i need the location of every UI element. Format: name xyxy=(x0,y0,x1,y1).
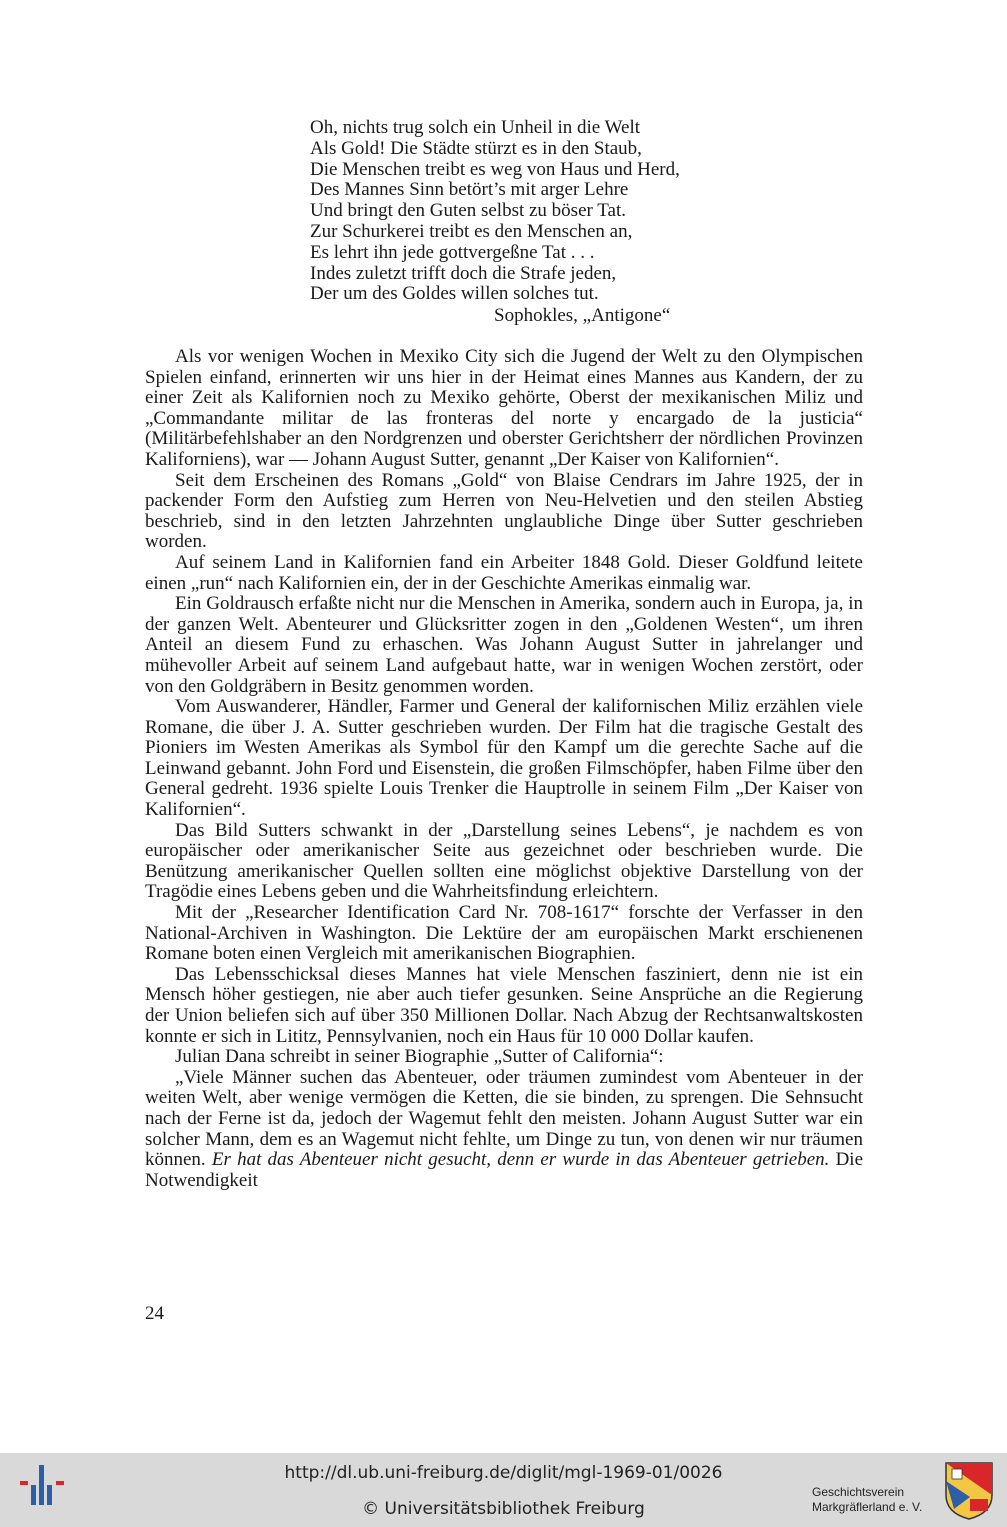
footer-bar xyxy=(0,1453,1007,1527)
paragraph: Julian Dana schreibt in seiner Biographie „Sutter of California“: xyxy=(175,1046,664,1068)
poem-line: Und bringt den Guten selbst zu böser Tat. xyxy=(310,200,626,222)
copyright-text: © Universitätsbibliothek Freiburg xyxy=(362,1499,645,1519)
poem-line: Indes zuletzt trifft doch die Strafe jeden, xyxy=(310,262,617,284)
document-url[interactable]: http://dl.ub.uni-freiburg.de/diglit/mgl-1969-01/0026 xyxy=(284,1463,723,1483)
org-line: Markgräflerland e. V. xyxy=(812,1500,923,1514)
poem-line: Des Mannes Sinn betört’s mit arger Lehre xyxy=(310,179,629,201)
body-text xyxy=(145,347,863,1191)
organization-name xyxy=(812,1485,922,1515)
paragraph: Ein Goldrausch erfaßte nicht nur die Menschen in Amerika, sondern auch in Europa, ja, in der ganzen Welt. Abenteurer und Glücksritter zogen in den „Goldenen Westen“, um ihren Anteil an diesem Fund zu erhaschen. Was Johann August Sutter in jahrelanger und mühevoller Arbeit auf seinem Land aufgebaut hatte, war in wenigen Wochen zerstört, oder von den Goldgräbern in Besitz genommen worden. xyxy=(145,593,863,697)
paragraph: Das Lebensschicksal dieses Mannes hat viele Menschen fasziniert, denn nie ist ein Mensch höher gestiegen, nie aber auch tiefer gesunken. Seine Ansprüche an die Regierung der Union beliefen sich auf über 350 Millionen Dollar. Nach Abzug der Rechtsanwaltskosten konnte er sich in Lititz, Pennsylvanien, noch ein Haus für 10 000 Dollar kaufen. xyxy=(145,963,863,1047)
paragraph: Als vor wenigen Wochen in Mexiko City sich die Jugend der Welt zu den Olympischen Spielen einfand, erinnerten wir uns hier in der Heimat eines Mannes aus Kandern, der zu einer Zeit als Kalifornien noch zu Mexiko gehörte, Oberst der mexikanischen Miliz und „Commandante militar de las fronteras del norte y encargado de la justicia“ (Militärbefehlshaber an den Nordgrenzen und oberster Gerichtsherr der nördlichen Provinzen Kaliforniens), war — Johann August Sutter, genannt „Der Kaiser von Kalifornien“. xyxy=(145,346,863,470)
poem-line: Als Gold! Die Städte stürzt es in den Staub, xyxy=(310,137,642,159)
paragraph-text: „Viele Männer suchen das Abenteuer, oder träumen zumindest vom Abenteuer in der weiten Welt, aber wenige vermögen die Ketten, die sie binden, zu sprengen. Die Sehnsucht nach der Ferne ist da, jedoch der Wagemut fehlt den meisten. Johann August Sutter war ein solcher Mann, dem es an Wagemut nicht fehlte, um Dinge zu tun, von denen wir nur träumen können. xyxy=(145,1066,863,1171)
paragraph: Vom Auswanderer, Händler, Farmer und General der kalifornischen Miliz erzählen viele Romane, die über J. A. Sutter geschrieben wurden. Der Film hat die tragische Gestalt des Pioniers im Westen Amerikas als Symbol für den Kampf um die gerechte Sache auf die Leinwand gebannt. John Ford und Eisenstein, die großen Filmschöpfer, haben Filme über den General gedreht. 1936 spielte Louis Trenker die Hauptrolle in seinem Film „Der Kaiser von Kalifornien“. xyxy=(145,696,863,821)
poem-attribution: Sophokles, „Antigone“ xyxy=(494,305,671,326)
coat-of-arms-icon xyxy=(944,1461,994,1526)
paragraph: Auf seinem Land in Kalifornien fand ein Arbeiter 1848 Gold. Dieser Goldfund leitete einen „run“ nach Kalifornien ein, der in der Geschichte Amerikas einmalig war. xyxy=(145,551,863,594)
poem-block xyxy=(310,118,680,305)
paragraph-text: Die Notwendigkeit xyxy=(145,1149,864,1191)
paragraph: Seit dem Erscheinen des Romans „Gold“ von Blaise Cendrars im Jahre 1925, der in packender Form den Aufstieg zum Herren von Neu-Helvetien und den steilen Abstieg beschrieb, sind in den letzten Jahrzehnten unglaubliche Dinge über Sutter geschrieben worden. xyxy=(145,469,863,553)
italic-quote: Er hat das Abenteuer nicht gesucht, denn er wurde in das Abenteuer getrieben. xyxy=(211,1149,830,1171)
paragraph-last xyxy=(145,1068,863,1192)
poem-line: Der um des Goldes willen solches tut. xyxy=(310,283,599,305)
poem-line: Zur Schurkerei treibt es den Menschen an, xyxy=(310,220,633,242)
paragraph: Mit der „Researcher Identification Card Nr. 708-1617“ forschte der Verfasser in den National-Archiven in Washington. Die Lektüre der am europäischen Markt erschienenen Romane boten einen Vergleich mit amerikanischen Biographien. xyxy=(145,902,863,965)
poem-line: Die Menschen treibt es weg von Haus und Herd, xyxy=(310,158,680,180)
page-number: 24 xyxy=(145,1303,164,1324)
poem-line: Es lehrt ihn jede gottvergeßne Tat . . . xyxy=(310,241,595,263)
paragraph: Das Bild Sutters schwankt in der „Darstellung seines Lebens“, je nachdem es von europäischer oder amerikanischer Seite aus gezeichnet oder beschrieben wurde. Die Benützung amerikanischer Quellen sollten eine möglichst objektive Darstellung von der Tragödie eines Lebens geben und die Wahrheitsfindung erleichtern. xyxy=(145,819,863,903)
poem-line: Oh, nichts trug solch ein Unheil in die Welt xyxy=(310,117,641,138)
org-line: Geschichtsverein xyxy=(812,1485,905,1499)
